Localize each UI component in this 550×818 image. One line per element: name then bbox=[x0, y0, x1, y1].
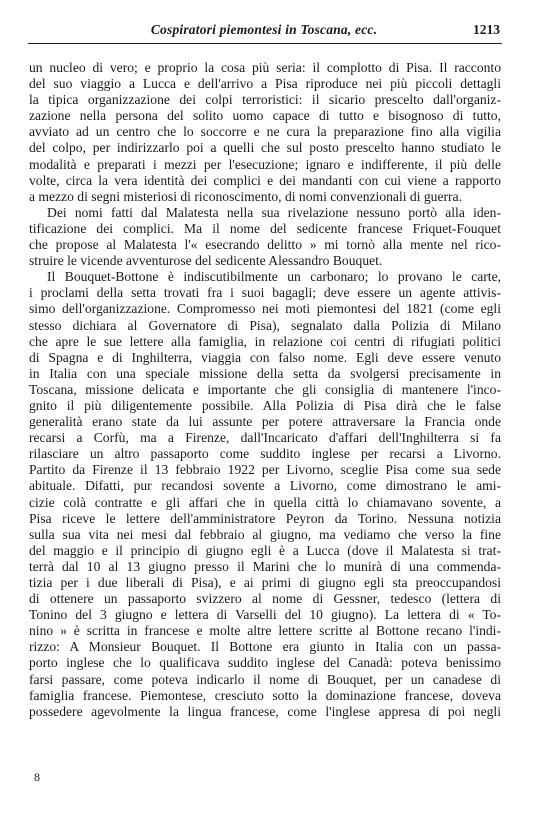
text-line: i proclami della setta trovati fra i suoi bagagli; deve essere un agente attivis- bbox=[29, 285, 501, 301]
text-line: di Spagna e di Inghilterra, viaggia con falso nome. Egli deve essere venuto bbox=[29, 349, 501, 365]
text-line: porto inglese che lo qualificava suddito inglese del Canadà: poteva benissimo bbox=[29, 655, 501, 671]
text-line: in Italia con una speciale missione della setta da svolgersi precisamente in bbox=[29, 365, 501, 381]
running-title: Cospiratori piemontesi in Toscana, ecc. bbox=[150, 22, 378, 37]
text-line: a mezzo di segni misteriosi di riconoscimento, di nomi convenzionali di guerra. bbox=[29, 188, 463, 204]
text-line: nino » è scritta in francese e molte altre lettere scritte al Bottone recano l'indi- bbox=[29, 623, 501, 639]
text-line: del colpo, per indirizzarlo poi a quelli che sul posto prescelto hanno studiato le bbox=[29, 140, 501, 156]
body-text bbox=[29, 60, 501, 720]
text-line: la tipica organizzazione dei colpi terroristici: il sicario prescelto dall'organiz- bbox=[29, 92, 501, 108]
text-line: abituale. Difatti, pur recandosi sovente a Livorno, come dimostrano le ami- bbox=[29, 478, 501, 494]
text-line: rilasciare un altro passaporto come suddito inglese per recarsi a Livorno. bbox=[29, 446, 501, 462]
text-line: zazione nella persona del solito uomo capace di tutto e bisognoso di tutto, bbox=[29, 108, 501, 124]
text-line: famiglia francese. Piemontese, cresciuto sotto la dominazione francese, doveva bbox=[29, 687, 501, 703]
text-line: tificazione dei complici. Ma il nome del sedicente francese Friquet-Fouquet bbox=[29, 220, 501, 236]
text-line: possedere agevolmente la lingua francese, come l'inglese appresa di poi negli bbox=[29, 703, 501, 719]
text-line: Dei nomi fatti dal Malatesta nella sua rivelazione nessuno portò alla iden- bbox=[47, 204, 501, 220]
page-number: 1213 bbox=[473, 22, 500, 37]
text-line: cizie colà contratte e gli affari che in quella città lo chiamavano sovente, a bbox=[29, 494, 501, 510]
text-line: volte, circa la vera identità dei complici e dei mandanti con cui viene a rapporto bbox=[29, 172, 501, 188]
text-line: gnito il più diligentemente possibile. Alla Polizia di Pisa dirà che le false bbox=[29, 397, 501, 413]
text-line: un nucleo di vero; e proprio la cosa più seria: il complotto di Pisa. Il racconto bbox=[29, 60, 501, 75]
text-line: farsi passare, come poteva indicarlo il nome di Bouquet, per un canadese di bbox=[29, 671, 501, 687]
text-line: simo dell'organizzazione. Compromesso nei moti piemontesi del 1821 (come egli bbox=[29, 301, 501, 317]
text-line: avviato ad un centro che lo soccorre e ne cura la preparazione fino alla vigilia bbox=[29, 124, 501, 140]
text-line: del suo viaggio a Lucca e dell'arrivo a Pisa riproduce nei più piccoli dettagli bbox=[29, 76, 501, 92]
text-line: stesso dichiara al Governatore di Pisa), segnalato dalla Polizia di Milano bbox=[29, 317, 501, 333]
text-line: sulla sua vita nei mesi dal febbraio al giugno, ma vediamo che verso la fine bbox=[29, 526, 501, 542]
text-line: recarsi a Corfù, ma a Firenze, dall'Incaricato d'affari dell'Inghilterra si fa bbox=[29, 430, 501, 446]
signature-mark: 8 bbox=[34, 770, 40, 784]
text-line: tizia per i due liberali di Pisa), e ai primi di giugno egli sta preoccupandosi bbox=[29, 575, 501, 590]
text-line: modalità e preparati i mezzi per l'esecuzione; ignaro e indifferente, il più delle bbox=[29, 156, 501, 172]
text-line: struire le vicende avventurose del sedicente Alessandro Bouquet. bbox=[29, 253, 383, 269]
page-header bbox=[28, 22, 500, 42]
text-line: di ottenere un passaporto svizzero al nome di Gessner, tedesco (lettera di bbox=[29, 591, 501, 607]
text-line: Pisa riceve le lettere dell'amministratore Peyron da Torino. Nessuna notizia bbox=[29, 510, 501, 526]
text-line: terrà dal 10 al 13 giugno presso il Marini che lo munirà di una commenda- bbox=[29, 558, 501, 574]
header-rule bbox=[28, 43, 502, 44]
text-line: che apre le sue lettere alla famiglia, in relazione coi centri di rifugiati politici bbox=[29, 333, 501, 349]
text-line: che propose al Malatesta l'« esecrando delitto » mi tornò alla mente nel rico- bbox=[29, 237, 501, 253]
text-line: generalità erano state da lui assunte per potere attraversare la Francia onde bbox=[29, 414, 501, 430]
text-line: Partito da Firenze il 13 febbraio 1922 per Livorno, sceglie Pisa come sua sede bbox=[29, 462, 501, 478]
text-line: Toscana, missione delicata e importante che gli consiglia di mantenere l'inco- bbox=[29, 381, 501, 397]
text-line: del maggio e il principio di giugno egli è a Lucca (dove il Malatesta si trat- bbox=[29, 542, 501, 558]
text-line: Il Bouquet-Bottone è indiscutibilmente un carbonaro; lo provano le carte, bbox=[47, 269, 501, 285]
text-line: Tonino del 3 giugno e lettera di Varselli del 10 giugno). La lettera di « To- bbox=[29, 607, 501, 623]
text-line: rizzo: A Monsieur Bouquet. Il Bottone era giunto in Italia con un passa- bbox=[29, 639, 501, 655]
